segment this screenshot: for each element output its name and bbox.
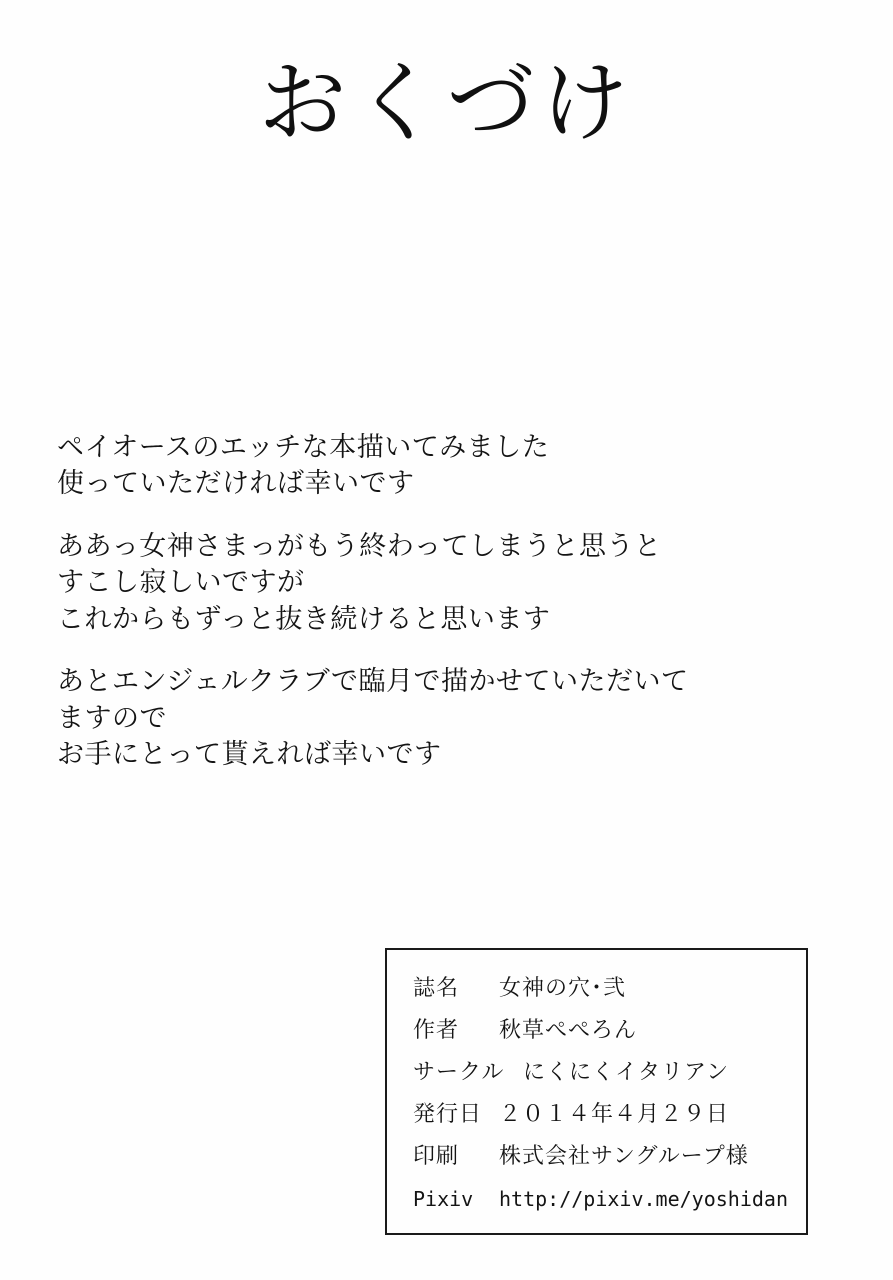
colophon-value: 株式会社サングループ様 [499, 1144, 749, 1169]
colophon-row-pixiv [387, 1178, 806, 1220]
colophon-label: 印刷 [413, 1144, 460, 1169]
colophon-value: ２０１４年４月２９日 [499, 1102, 730, 1127]
afterword-line: ますので [57, 702, 167, 734]
afterword-line: 使っていただければ幸いです [57, 468, 415, 500]
pixiv-url: http://pixiv.me/yoshidan [499, 1187, 788, 1211]
afterword-line: お手にとって貰えれば幸いです [57, 739, 442, 771]
colophon-box [385, 948, 808, 1235]
colophon-label: Pixiv [413, 1187, 474, 1211]
colophon-row [387, 1136, 806, 1178]
colophon-label: 発行日 [413, 1102, 483, 1127]
colophon-label: 誌名 [413, 976, 460, 1001]
colophon-value: 秋草ぺぺろん [499, 1018, 638, 1043]
colophon-row [387, 1094, 806, 1136]
page-title: おくづけ [258, 51, 635, 154]
colophon-row [387, 1010, 806, 1052]
afterword-paragraph [57, 529, 847, 638]
afterword-paragraph [57, 664, 847, 773]
afterword-line: これからもずっと抜き続けると思います [57, 603, 551, 635]
afterword-line: ペイオースのエッチな本描いてみました [57, 432, 550, 463]
colophon-label: サークル [413, 1060, 505, 1085]
afterword-paragraph [57, 430, 847, 503]
colophon-value: 女神の穴･弐 [499, 976, 627, 1001]
colophon-row [387, 968, 806, 1010]
afterword-line: すこし寂しいですが [57, 567, 305, 599]
colophon-value: にくにくイタリアン [523, 1060, 730, 1085]
afterword-line: ああっ女神さまっがもう終わってしまうと思うと [57, 530, 662, 562]
afterword-text [57, 430, 847, 774]
afterword-line: あとエンジェルクラブで臨月で描かせていただいて [57, 666, 689, 698]
colophon-label: 作者 [413, 1018, 460, 1043]
colophon-row [387, 1052, 806, 1094]
